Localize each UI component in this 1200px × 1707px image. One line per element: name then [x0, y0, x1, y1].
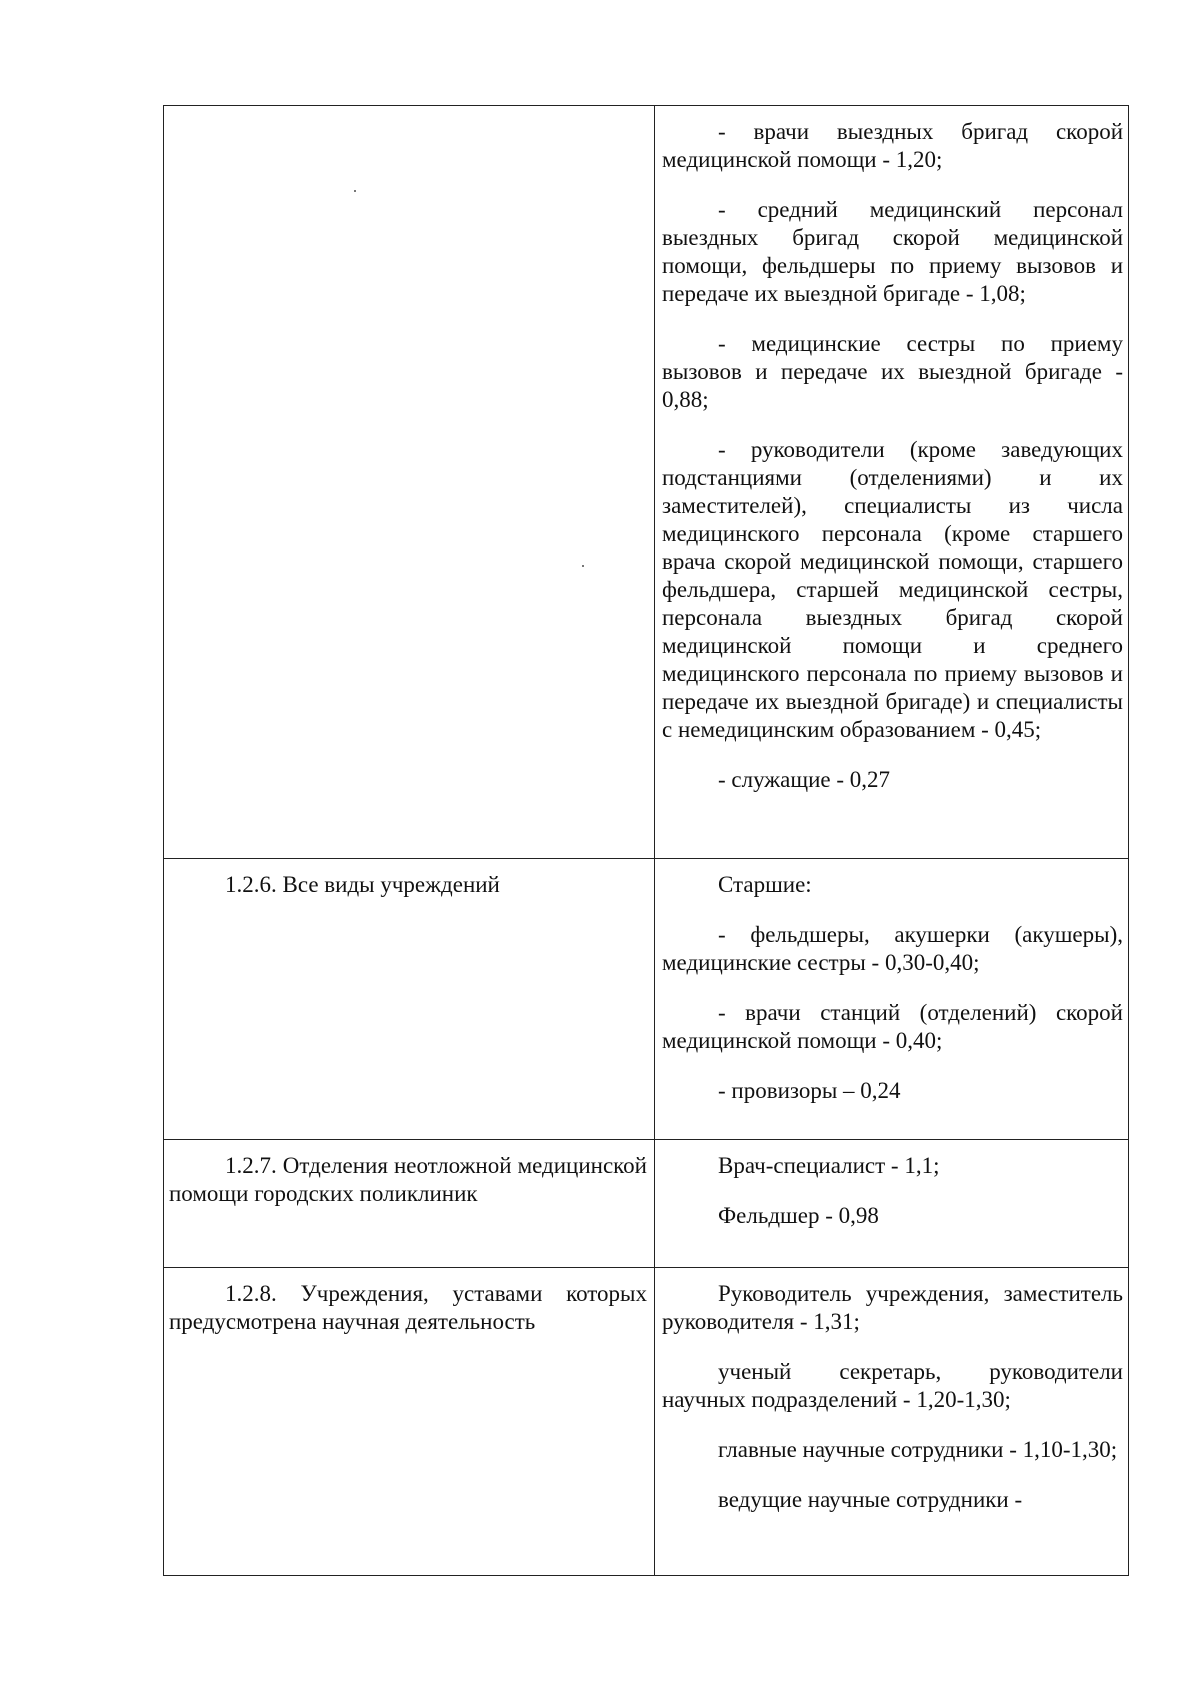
table-row [164, 1140, 1129, 1268]
coefficient-item: Руководитель учреждения, заместитель руководителя - 1,31; [662, 1281, 1123, 1334]
institution-cell [164, 1268, 655, 1576]
institution-label: 1.2.7. Отделения неотложной медицинской помощи городских поликлиник [169, 1153, 647, 1206]
coefficient-item: главные научные сотрудники - 1,10-1,30; [718, 1437, 1118, 1462]
coefficient-item: - фельдшеры, акушерки (акушеры), медицинские сестры - 0,30-0,40; [662, 922, 1123, 975]
institution-cell [164, 859, 655, 1140]
coefficient-item: - врачи станций (отделений) скорой медицинской помощи - 0,40; [662, 1000, 1123, 1053]
table-row [164, 1268, 1129, 1576]
coefficient-item: ведущие научные сотрудники - [718, 1487, 1023, 1512]
coefficient-item: Врач-специалист - 1,1; [718, 1153, 940, 1178]
coefficient-item: - руководители (кроме заведующих подстанциями (отделениями) и их заместителей), специалисты из числа медицинского персонала (кроме старшего врача скорой медицинской помощи, старшего фельдшера, старшей медицинской сестры, персонала выездных бригад скорой медицинской помощи и среднего медицинского персонала по приему вызовов и передаче их выездной бригаде) и специалисты с немедицинским образованием - 0,45; [662, 437, 1123, 742]
coefficient-item: Старшие: [718, 872, 812, 897]
coefficient-item: - врачи выездных бригад скорой медицинской помощи - 1,20; [662, 119, 1123, 172]
coefficients-cell [655, 1268, 1129, 1576]
coefficients-cell [655, 1140, 1129, 1268]
coefficient-item: - провизоры – 0,24 [718, 1078, 901, 1103]
coefficient-item: ученый секретарь, руководители научных подразделений - 1,20-1,30; [662, 1359, 1123, 1412]
coefficient-item: - средний медицинский персонал выездных бригад скорой медицинской помощи, фельдшеры по приему вызовов и передаче их выездной бригаде - 1,08; [662, 197, 1123, 306]
table-row [164, 106, 1129, 859]
institution-cell [164, 1140, 655, 1268]
coefficient-item: - медицинские сестры по приему вызовов и передаче их выездной бригаде - 0,88; [662, 331, 1123, 412]
institution-label: 1.2.6. Все виды учреждений [225, 872, 500, 897]
table-row [164, 859, 1129, 1140]
coefficients-cell [655, 859, 1129, 1140]
institution-label: 1.2.8. Учреждения, уставами которых предусмотрена научная деятельность [169, 1281, 647, 1334]
institution-cell [164, 106, 655, 859]
coefficients-table [163, 105, 1129, 1576]
coefficient-item: Фельдшер - 0,98 [718, 1203, 879, 1228]
coefficient-item: - служащие - 0,27 [718, 767, 891, 792]
coefficients-cell [655, 106, 1129, 859]
